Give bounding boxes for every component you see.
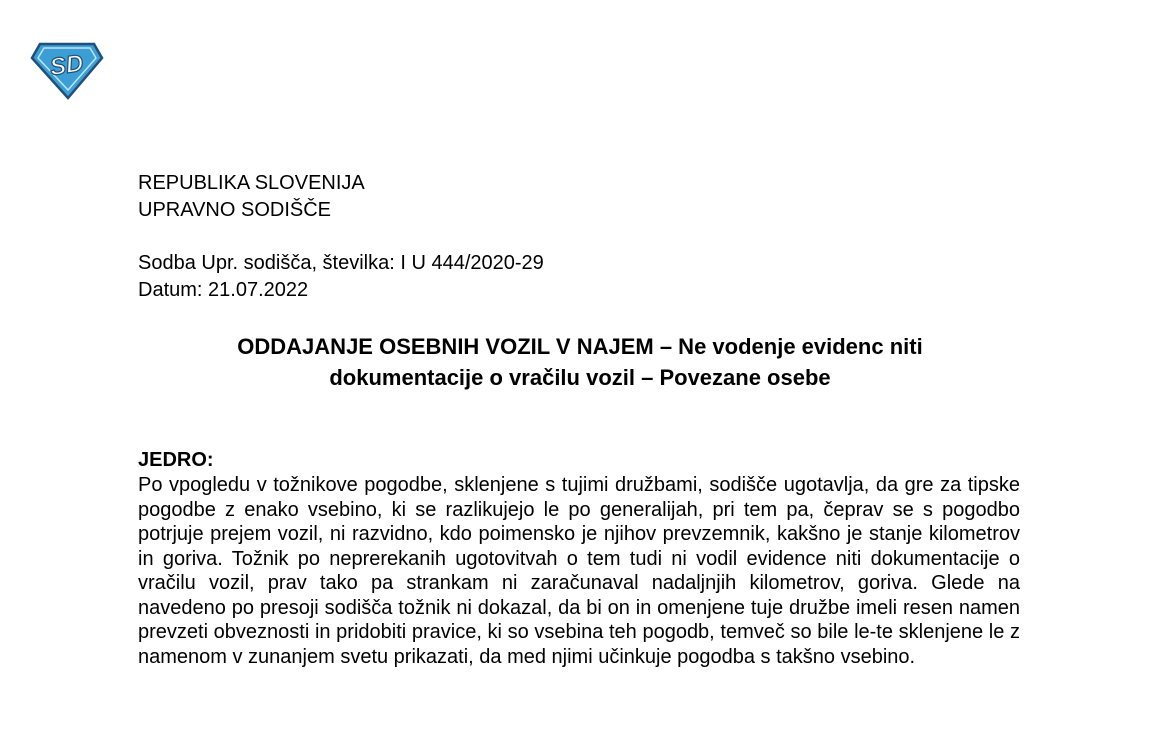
case-number: Sodba Upr. sodišča, številka: I U 444/2020-29 — [138, 252, 544, 274]
publisher-logo-icon — [30, 40, 104, 100]
court-name: UPRAVNO SODIŠČE — [138, 199, 331, 221]
svg-text:SD: SD — [48, 49, 86, 82]
title-line-2: dokumentacije o vračilu vozil – Povezane osebe — [329, 365, 831, 390]
title-line-1: ODDAJANJE OSEBNIH VOZIL V NAJEM – Ne vodenje evidenc niti — [237, 334, 923, 359]
case-date: Datum: 21.07.2022 — [138, 279, 309, 301]
court-header — [138, 170, 365, 224]
section-body: Po vpogledu v tožnikove pogodbe, sklenjene s tujimi družbami, sodišče ugotavlja, da gre za tipske pogodbe z enako vsebino, ki se razlikujejo le po generalijah, pri tem pa, čeprav se s pogodbo potrjuje prejem vozil, ni razvidno, kdo poimensko je njihov prevzemnik, kakšno je stanje kilometrov in goriva. Tožnik po neprerekanih ugotovitvah o tem tudi ni vodil evidence niti dokumentacije o vračilu vozil, prav tako pa strankam ni zaračunaval nadaljnjih kilometrov, goriva. Glede na navedeno po presoji sodišča tožnik ni dokazal, da bi on in omenjene tuje družbe imeli resen namen prevzeti obveznosti in pridobiti pravice, ki so vsebina teh pogodb, temveč so bile le-te sklenjene le z namenom v zunanjem svetu prikazati, da med njimi učinkuje pogodba s takšno vsebino. — [138, 474, 1020, 668]
case-reference — [138, 250, 544, 304]
document-title — [120, 331, 1040, 393]
section-heading: JEDRO: — [138, 449, 214, 471]
country-name: REPUBLIKA SLOVENIJA — [138, 172, 365, 194]
